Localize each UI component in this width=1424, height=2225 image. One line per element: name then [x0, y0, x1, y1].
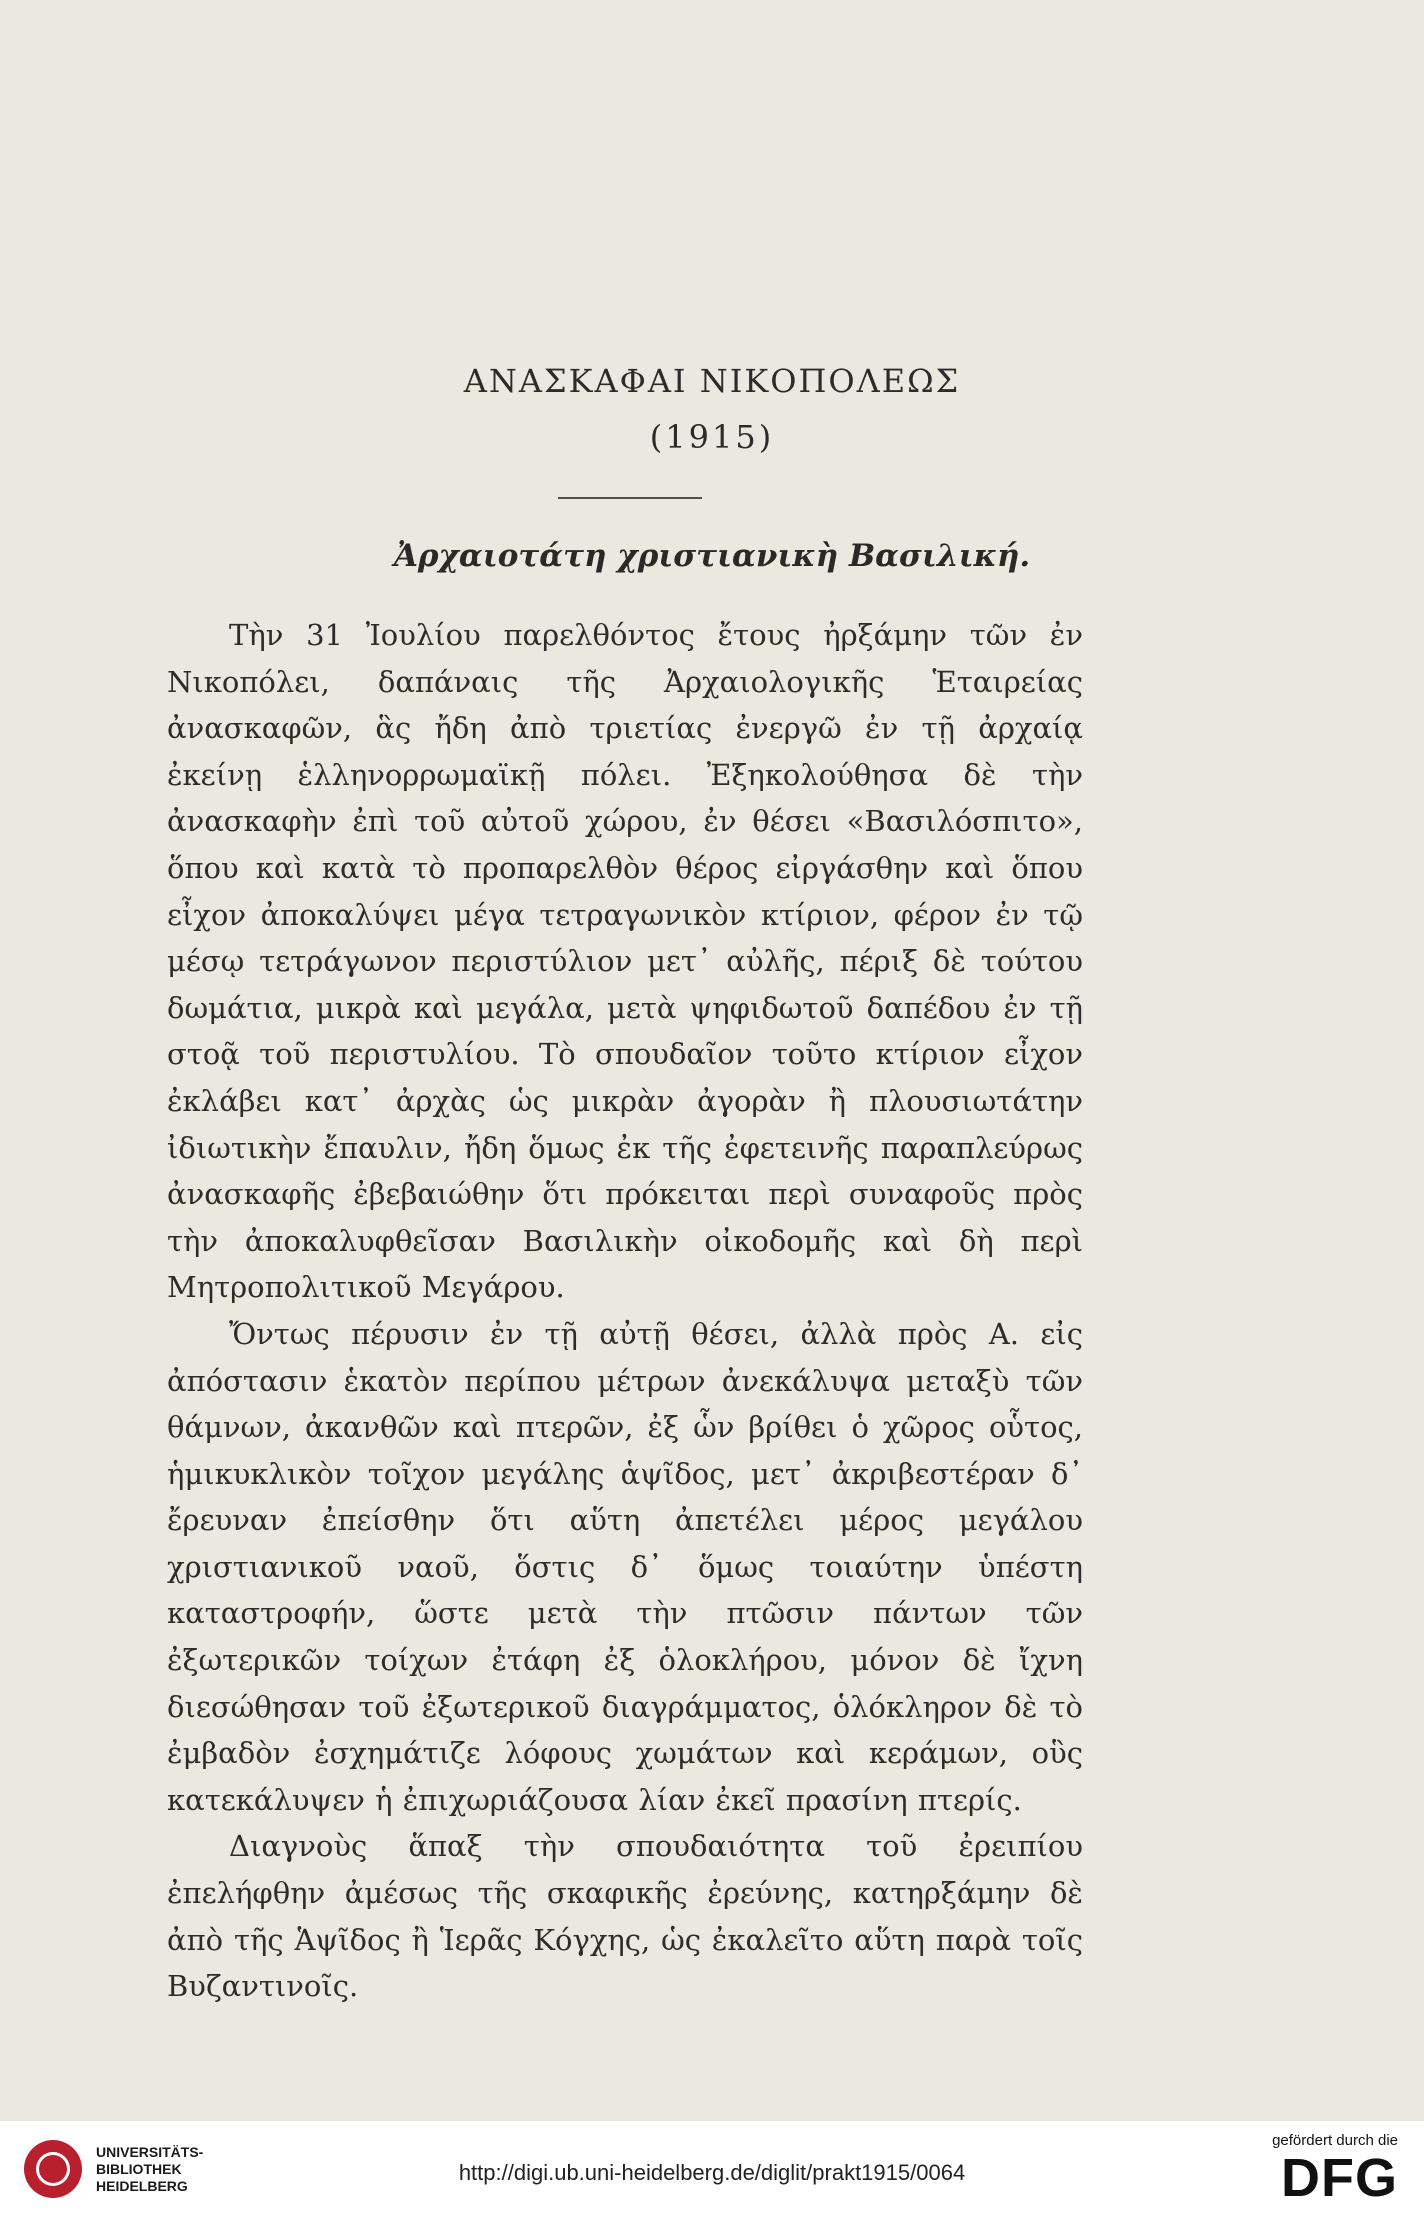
paragraph: Ὄντως πέρυσιν ἐν τῇ αὐτῇ θέσει, ἀλλὰ πρὸς Α. εἰς ἀπόστασιν ἑκατὸν περίπου μέτρων ἀνεκάλυψα μεταξὺ τῶν θάμνων, ἀκανθῶν καὶ πτερῶν, ἐξ ὧν βρίθει ὁ χῶρος οὗτος, ἡμικυκλικὸν τοῖχον μεγάλης ἁψῖδος, μετ᾽ ἀκριβεστέραν δ᾽ ἔρευναν ἐπείσθην ὅτι αὕτη ἀπετέλει μέρος μεγάλου χριστιανικοῦ ναοῦ, ὅστις δ᾽ ὅμως τοιαύτην ὑπέστη καταστροφήν, ὥστε μετὰ τὴν πτῶσιν πάντων τῶν ἐξωτερικῶν τοίχων ἐτάφη ἐξ ὁλοκλήρου, μόνον δὲ ἴχνη διεσώθησαν τοῦ ἐξωτερικοῦ διαγράμματος, ὁλόκληρον δὲ τὸ ἐμβαδὸν ἐσχημάτιζε λόφους χωμάτων καὶ κεράμων, οὓς κατεκάλυψεν ἡ ἐπιχωριάζουσα λίαν ἐκεῖ πρασίνη πτερίς. [167, 1316, 1083, 1817]
paragraph: Τὴν 31 Ἰουλίου παρελθόντος ἔτους ἠρξάμην τῶν ἐν Νικοπόλει, δαπάναις τῆς Ἀρχαιολογικῆς Ἑταιρείας ἀνασκαφῶν, ἃς ἤδη ἀπὸ τριετίας ἐνεργῶ ἐν τῇ ἀρχαίᾳ ἐκείνῃ ἑλληνορρωμαϊκῇ πόλει. Ἐξηκολούθησα δὲ τὴν ἀνασκαφὴν ἐπὶ τοῦ αὐτοῦ χώρου, ἐν θέσει «Βασιλόσπιτο», ὅπου καὶ κατὰ τὸ προπαρελθὸν θέρος εἰργάσθην καὶ ὅπου εἶχον ἀποκαλύψει μέγα τετραγωνικὸν κτίριον, φέρον ἐν τῷ μέσῳ τετράγωνον περιστύλιον μετ᾽ αὐλῆς, πέριξ δὲ τούτου δωμάτια, μικρὰ καὶ μεγάλα, μετὰ ψηφιδωτοῦ δαπέδου ἐν τῇ στοᾷ τοῦ περιστυλίου. Τὸ σπουδαῖον τοῦτο κτίριον εἶχον ἐκλάβει κατ᾽ ἀρχὰς ὡς μικρὰν ἀγορὰν ἢ πλουσιωτάτην ἰδιωτικὴν ἔπαυλιν, ἤδη ὅμως ἐκ τῆς ἐφετεινῆς παραπλεύρως ἀνασκαφῆς ἐβεβαιώθην ὅτι πρόκειται περὶ συναφοῦς πρὸς τὴν ἀποκαλυφθεῖσαν Βασιλικὴν οἰκοδομῆς καὶ δὴ περὶ Μητροπολιτικοῦ Μεγάρου. [167, 618, 1083, 1305]
funder-logo[interactable] [1272, 2132, 1398, 2207]
title-divider [558, 497, 702, 499]
institution-line: BIBLIOTHEK [96, 2160, 182, 2177]
section-subtitle: Ἀρχαιοτάτη χριστιανικὴ Βασιλική. [393, 538, 1031, 574]
page-year: (1915) [649, 418, 775, 456]
institution-line: UNIVERSITÄTS- [96, 2143, 204, 2160]
dfg-logo: DFG [1281, 2148, 1398, 2208]
institution-line: HEIDELBERG [96, 2177, 188, 2194]
paragraph: Διαγνοὺς ἅπαξ τὴν σπουδαιότητα τοῦ ἐρειπίου ἐπελήφθην ἀμέσως τῆς σκαφικῆς ἐρεύνης, κατηρξάμην δὲ ἀπὸ τῆς Ἁψῖδος ἢ Ἱερᾶς Κόγχης, ὡς ἐκαλεῖτο αὕτη παρὰ τοῖς Βυζαντινοῖς. [167, 1829, 1083, 2004]
page-heading: ΑΝΑΣΚΑΦΑΙ ΝΙΚΟΠΟΛΕΩΣ [463, 362, 961, 400]
source-url-link[interactable]: http://digi.ub.uni-heidelberg.de/diglit/prakt1915/0064 [458, 2160, 966, 2185]
bleed-through-text [150, 195, 1180, 305]
body-text [167, 612, 1083, 2010]
funding-note: gefördert durch die [1272, 2132, 1398, 2149]
